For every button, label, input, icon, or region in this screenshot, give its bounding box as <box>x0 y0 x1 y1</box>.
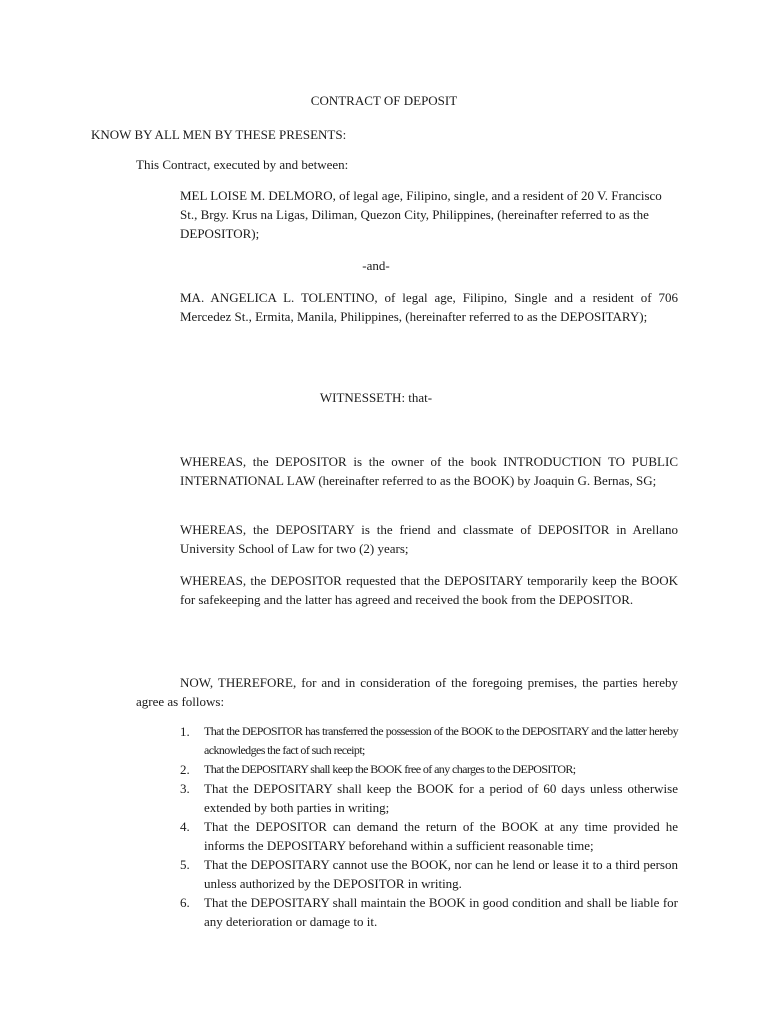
term-item <box>180 893 678 931</box>
terms-list <box>180 722 678 931</box>
whereas-clause-3: WHEREAS, the DEPOSITOR requested that the DEPOSITARY temporarily keep the BOOK for safekeeping and the latter has agreed and received the book from the DEPOSITOR. <box>180 573 678 607</box>
witnesseth-heading: WITNESSETH: that- <box>319 390 433 405</box>
know-all-heading: KNOW BY ALL MEN BY THESE PRESENTS: <box>91 127 347 142</box>
term-number: 1. <box>180 724 190 739</box>
contract-intro: This Contract, executed by and between: <box>136 157 349 172</box>
now-therefore-paragraph: NOW, THEREFORE, for and in consideration of the foregoing premises, the parties hereby agree as follows: <box>136 675 678 709</box>
party-depositary: MA. ANGELICA L. TOLENTINO, of legal age, Filipino, Single and a resident of 706 Mercedez St., Ermita, Manila, Philippines, (hereinafter referred to as the DEPOSITARY); <box>180 290 678 324</box>
term-item <box>180 760 678 779</box>
term-number: 6. <box>180 895 190 910</box>
term-text: That the DEPOSITOR can demand the return of the BOOK at any time provided he informs the DEPOSITARY beforehand within a sufficient reasonable time; <box>204 819 678 853</box>
party-depositor: MEL LOISE M. DELMORO, of legal age, Filipino, single, and a resident of 20 V. Francisco St., Brgy. Krus na Ligas, Diliman, Quezon City, Philippines, (hereinafter referred to as the DEPOSITOR); <box>180 188 662 241</box>
term-text: That the DEPOSITARY cannot use the BOOK, nor can he lend or lease it to a third person unless authorized by the DEPOSITOR in writing. <box>204 857 678 891</box>
term-text: That the DEPOSITARY shall keep the BOOK for a period of 60 days unless otherwise extended by both parties in writing; <box>204 781 678 815</box>
whereas-clause-1: WHEREAS, the DEPOSITOR is the owner of the book INTRODUCTION TO PUBLIC INTERNATIONAL LAW (hereinafter referred to as the BOOK) by Joaquin G. Bernas, SG; <box>180 454 678 488</box>
and-separator: -and- <box>362 258 390 273</box>
term-number: 4. <box>180 819 190 834</box>
term-number: 3. <box>180 781 190 796</box>
term-item <box>180 722 678 760</box>
whereas-clause-2: WHEREAS, the DEPOSITARY is the friend and classmate of DEPOSITOR in Arellano University School of Law for two (2) years; <box>180 522 678 556</box>
term-item <box>180 779 678 817</box>
term-number: 5. <box>180 857 190 872</box>
term-item <box>180 817 678 855</box>
term-item <box>180 855 678 893</box>
term-text: That the DEPOSITOR has transferred the possession of the BOOK to the DEPOSITARY and the latter hereby acknowledges the fact of such receipt; <box>204 724 678 757</box>
term-text: That the DEPOSITARY shall maintain the BOOK in good condition and shall be liable for any deterioration or damage to it. <box>204 895 678 929</box>
term-text: That the DEPOSITARY shall keep the BOOK free of any charges to the DEPOSITOR; <box>204 762 576 776</box>
term-number: 2. <box>180 762 190 777</box>
document-title: CONTRACT OF DEPOSIT <box>310 93 458 108</box>
